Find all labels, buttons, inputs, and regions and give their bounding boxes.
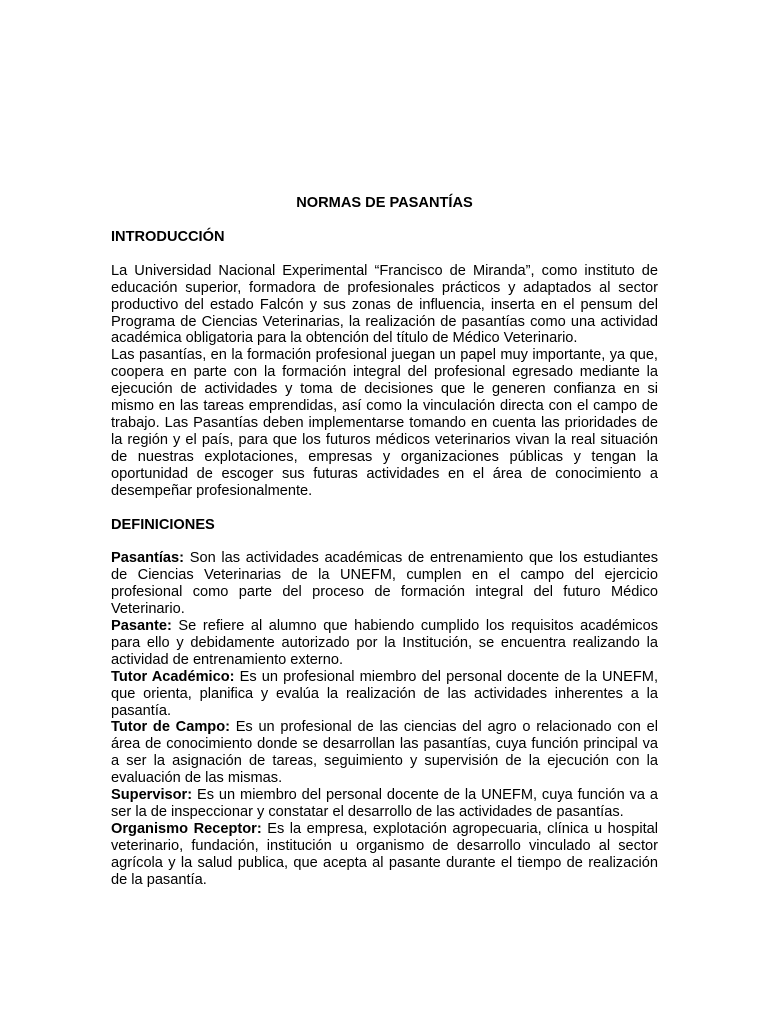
definition-term: Tutor de Campo: (111, 719, 230, 736)
definitions-heading: DEFINICIONES (111, 516, 215, 533)
definition-text: Se refiere al alumno que habiendo cumplido los requisitos académicos para ello y debidamente autorizado por la Institución, se encuentra realizando la actividad de entrenamiento externo. (111, 618, 658, 668)
definition-item (111, 787, 658, 821)
intro-paragraph: Las pasantías, en la formación profesional juegan un papel muy importante, ya que, coopera en parte con la formación integral del profesional egresado mediante la ejecución de actividades y toma de decisiones que le generen confianza en si mismo en las tareas emprendidas, así como la vinculación directa con el campo de trabajo. Las Pasantías deben implementarse tomando en cuenta las prioridades de la región y el país, para que los futuros médicos veterinarios vivan la real situación de nuestras explotaciones, empresas y organizaciones públicas y tengan la oportunidad de escoger sus futuras actividades en el área de conocimiento a desempeñar profesionalmente. (111, 347, 658, 499)
definition-text: Es un profesional de las ciencias del agro o relacionado con el área de conocimiento donde se desarrollan las pasantías, cuya función principal va a ser la asignación de tareas, seguimiento y supervisión de la ejecución con la evaluación de las mismas. (111, 719, 658, 787)
definition-item (111, 550, 658, 618)
definition-text: Es un profesional miembro del personal docente de la UNEFM, que orienta, planifica y evalúa la realización de las actividades inherentes a la pasantía. (111, 668, 658, 719)
definition-term: Pasante: (111, 618, 172, 635)
definition-item (111, 821, 658, 889)
definition-term: Supervisor: (111, 787, 193, 804)
intro-paragraph: La Universidad Nacional Experimental “Francisco de Miranda”, como instituto de educación superior, formadora de profesionales prácticos y adaptados al sector productivo del estado Falcón y sus zonas de influencia, inserta en el pensum del Programa de Ciencias Veterinarias, la realización de pasantías como una actividad académica obligatoria para la obtención del título de Médico Veterinario. (111, 262, 658, 347)
definition-text: Es la empresa, explotación agropecuaria, clínica u hospital veterinario, fundación, institución u organismo de desarrollo vinculado al sector agrícola y la salud publica, que acepta al pasante durante el tiempo de realización de la pasantía. (111, 820, 658, 888)
definition-item (111, 669, 658, 720)
definition-item (111, 618, 658, 669)
definition-item (111, 719, 658, 787)
definition-term: Tutor Académico: (111, 668, 235, 685)
definition-text: Es un miembro del personal docente de la UNEFM, cuya función va a ser la de inspeccionar y constatar el desarrollo de las actividades de pasantías. (111, 787, 658, 820)
definition-text: Son las actividades académicas de entrenamiento que los estudiantes de Ciencias Veterinarias de la UNEFM, cumplen en el campo del ejercicio profesional como parte del proceso de formación integral del futuro Médico Veterinario. (111, 550, 658, 618)
document-page (111, 195, 658, 889)
intro-heading: INTRODUCCIÓN (111, 228, 225, 245)
document-title: NORMAS DE PASANTÍAS (296, 195, 473, 211)
definition-term: Pasantías: (111, 550, 185, 567)
definition-term: Organismo Receptor: (111, 820, 262, 837)
